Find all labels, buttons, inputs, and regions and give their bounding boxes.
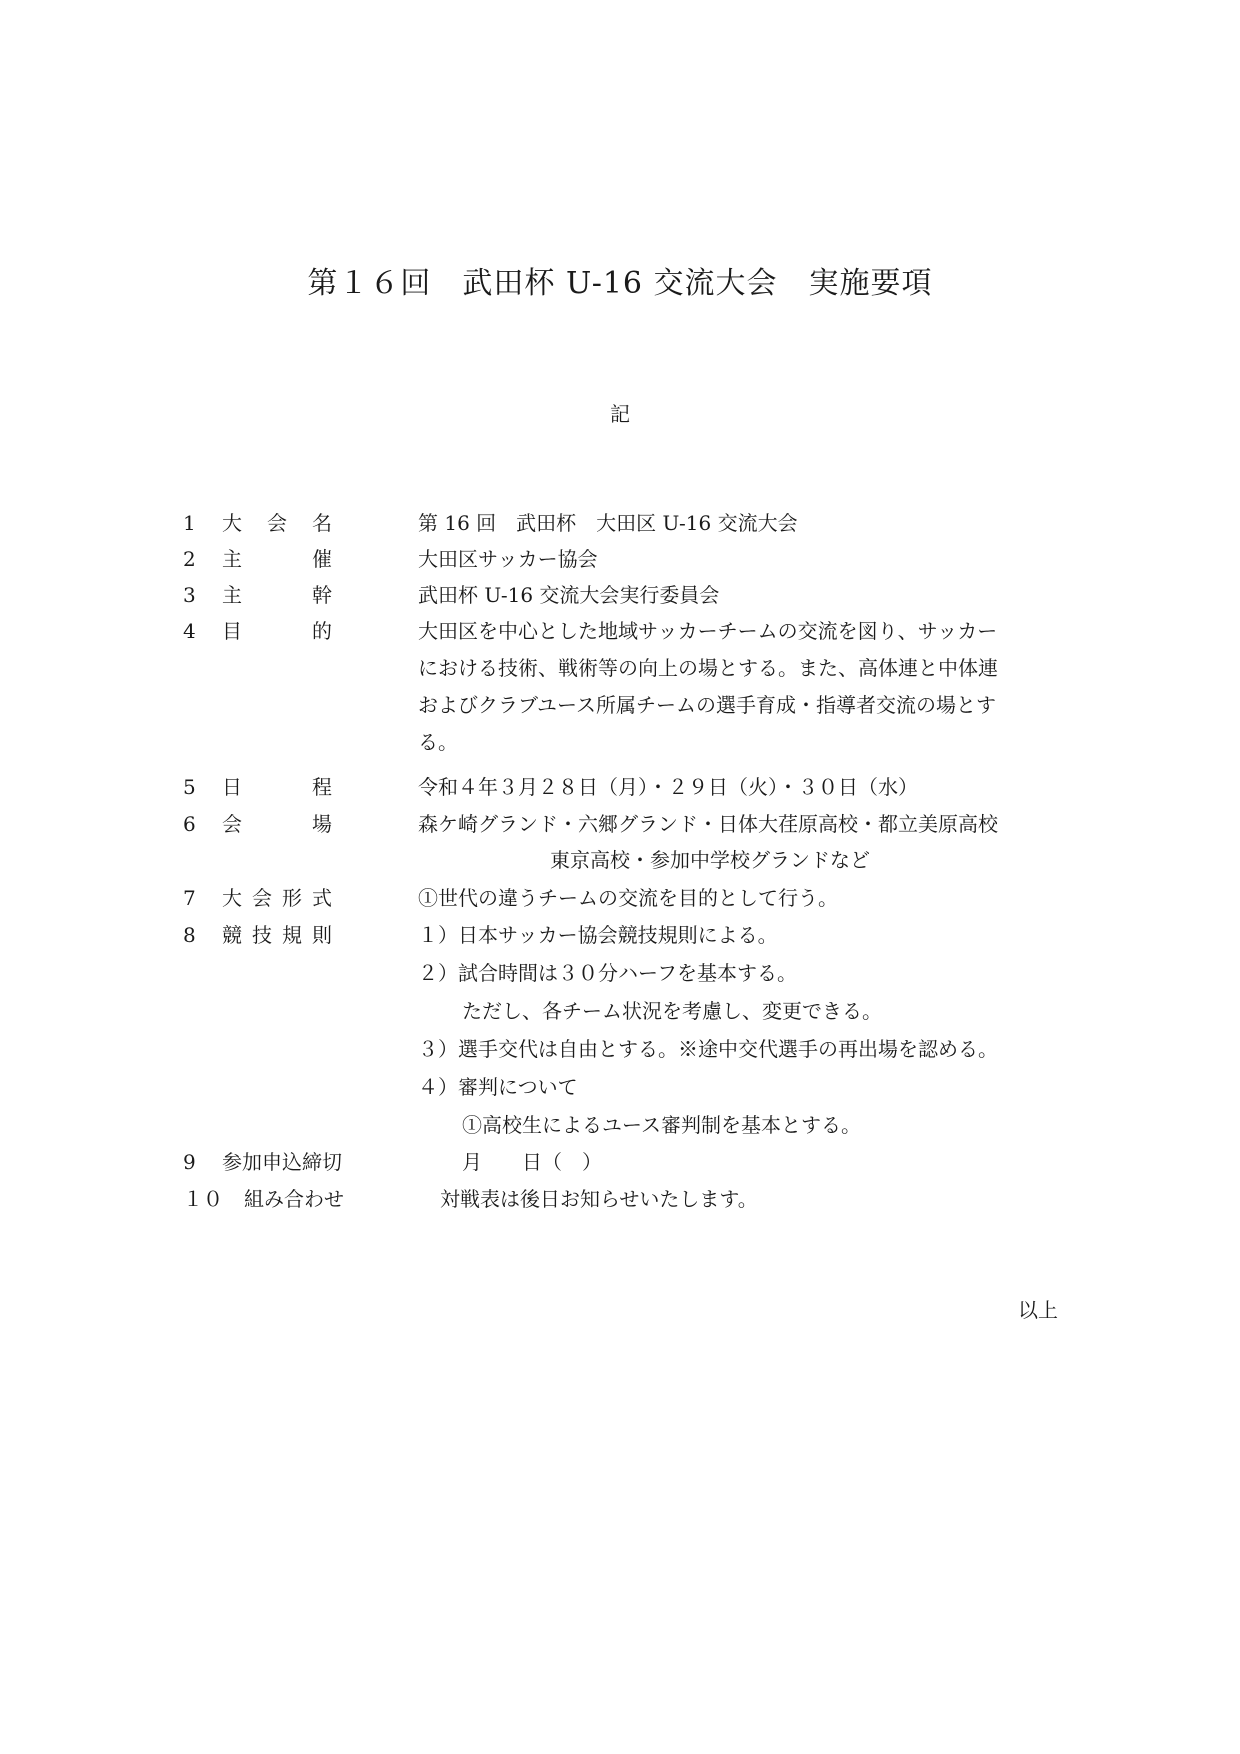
label-char: 大 [222, 511, 242, 535]
label-char: 競 [222, 923, 242, 947]
label-char: 技 [252, 923, 272, 947]
ki-heading: 記 [610, 402, 630, 426]
label-char: 的 [312, 619, 332, 643]
closing-text: 以上 [1018, 1298, 1058, 1322]
item-number: 3 [183, 583, 196, 607]
label-char: 規 [282, 923, 302, 947]
rule-line: ただし、各チーム状況を考慮し、変更できる。 [462, 999, 882, 1023]
item-value-line: る。 [418, 730, 458, 754]
item-6-line-2 [0, 842, 1240, 878]
item-4-line-4 [0, 724, 1240, 760]
item-4 [0, 613, 1240, 649]
item-number: 7 [183, 886, 196, 910]
label-char: 会 [222, 812, 242, 836]
item-label [222, 613, 332, 649]
rule-line: ①高校生によるユース審判制を基本とする。 [462, 1113, 861, 1137]
item-value-line: 森ケ崎グランド・六郷グランド・日体大荏原高校・都立美原高校 [418, 812, 998, 836]
label-char: 会 [267, 511, 287, 535]
item-label [222, 541, 332, 577]
label-char: 大 [222, 886, 242, 910]
label-char: 場 [312, 812, 332, 836]
item-number: 5 [183, 775, 196, 799]
rule-line: ４）審判について [418, 1075, 578, 1099]
item-8-line-5 [0, 1069, 1240, 1105]
label-char: 主 [222, 583, 242, 607]
item-8-line-3 [0, 993, 1240, 1029]
item-number: １０ [183, 1187, 223, 1211]
item-label [222, 917, 332, 953]
label-char: 則 [312, 923, 332, 947]
label-char: 程 [312, 775, 332, 799]
item-value-line: およびクラブユース所属チームの選手育成・指導者交流の場とす [418, 693, 996, 717]
item-8-line-6 [0, 1107, 1240, 1143]
item-label [222, 577, 332, 613]
item-4-line-2 [0, 650, 1240, 686]
item-label: 組み合わせ [244, 1187, 344, 1211]
item-number: 6 [183, 812, 196, 836]
item-value: 対戦表は後日お知らせいたします。 [440, 1187, 758, 1211]
label-char: 催 [312, 547, 332, 571]
item-value-line: 東京高校・参加中学校グランドなど [550, 848, 870, 872]
label-char: 形 [282, 886, 302, 910]
item-3 [0, 577, 1240, 613]
document-title: 第１６回 武田杯 U-16 交流大会 実施要項 [307, 266, 933, 301]
item-value: 大田区サッカー協会 [418, 547, 598, 571]
item-9 [0, 1144, 1240, 1180]
item-value: 令和４年３月２８日（月）・２９日（火）・３０日（水） [418, 775, 918, 799]
item-label [222, 880, 332, 916]
label-char: 日 [222, 775, 242, 799]
rule-line: １）日本サッカー協会競技規則による。 [418, 923, 778, 947]
item-label: 参加申込締切 [222, 1150, 342, 1174]
label-char: 幹 [312, 583, 332, 607]
item-number: 1 [183, 511, 196, 535]
item-number: 4 [183, 619, 196, 643]
label-char: 式 [312, 886, 332, 910]
label-char: 目 [222, 619, 242, 643]
item-value: 月 日（ ） [462, 1150, 602, 1174]
item-2 [0, 541, 1240, 577]
item-number: 8 [183, 923, 196, 947]
item-6 [0, 806, 1240, 842]
item-label [222, 769, 332, 805]
item-value-line: 大田区を中心とした地域サッカーチームの交流を図り、サッカー [418, 619, 998, 643]
item-label [222, 505, 332, 541]
item-value-line: における技術、戦術等の向上の場とする。また、高体連と中体連 [418, 656, 998, 680]
item-5 [0, 769, 1240, 805]
item-value: 武田杯 U-16 交流大会実行委員会 [418, 583, 720, 607]
label-char: 会 [252, 886, 272, 910]
item-4-line-3 [0, 687, 1240, 723]
rule-line: ３）選手交代は自由とする。※途中交代選手の再出場を認める。 [418, 1037, 998, 1061]
item-7 [0, 880, 1240, 916]
item-8-line-4 [0, 1031, 1240, 1067]
label-char: 主 [222, 547, 242, 571]
item-value: ①世代の違うチームの交流を目的として行う。 [418, 886, 838, 910]
item-8 [0, 917, 1240, 953]
item-number: 2 [183, 547, 196, 571]
item-8-line-2 [0, 955, 1240, 991]
item-10 [0, 1181, 1240, 1217]
item-value: 第 16 回 武田杯 大田区 U-16 交流大会 [418, 511, 798, 535]
item-number: 9 [183, 1150, 196, 1174]
rule-line: ２）試合時間は３０分ハーフを基本する。 [418, 961, 797, 985]
label-char: 名 [312, 511, 332, 535]
item-1 [0, 505, 1240, 541]
item-label [222, 806, 332, 842]
